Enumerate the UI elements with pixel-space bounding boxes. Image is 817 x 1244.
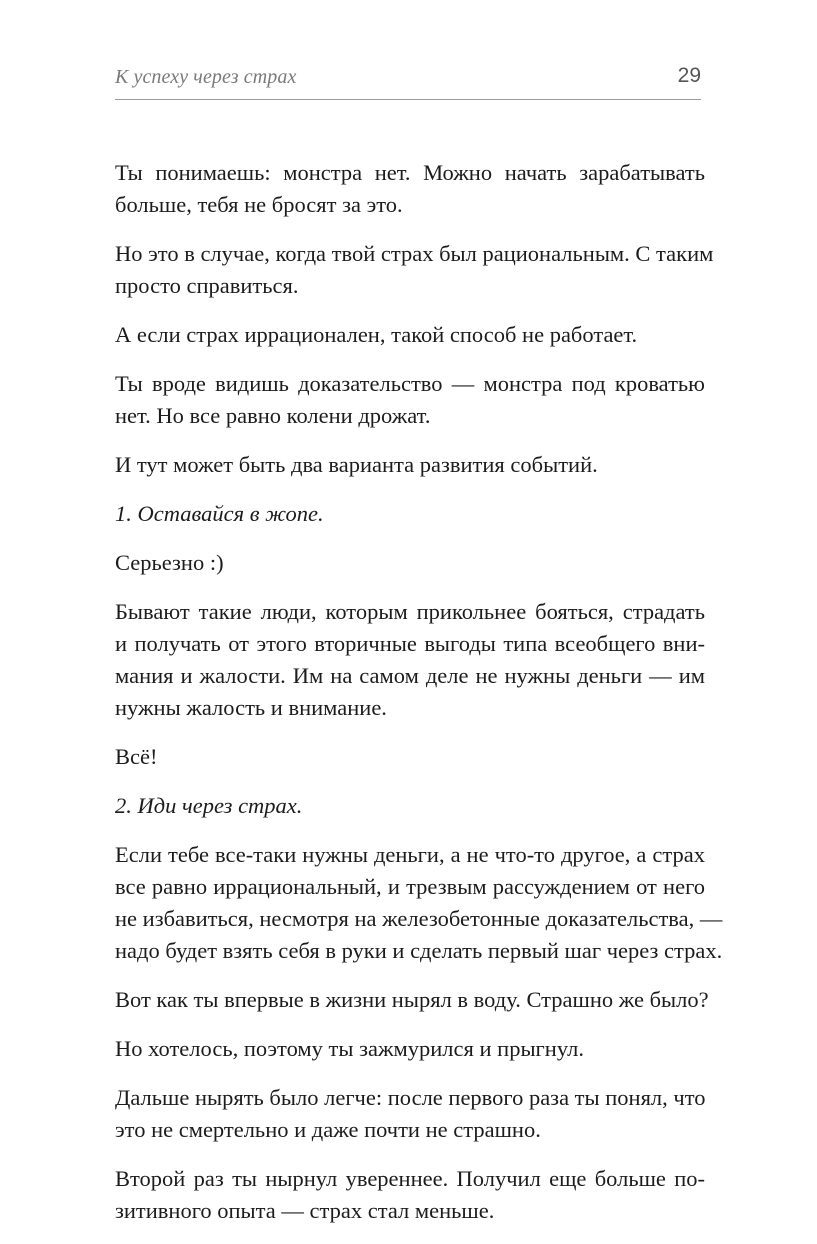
text-line: это не смертельно и даже почти не страшно. bbox=[115, 1117, 541, 1142]
text-line: А если страх иррационален, такой способ не работает. bbox=[115, 322, 638, 347]
paragraph bbox=[115, 449, 705, 481]
option-heading-2 bbox=[115, 790, 705, 822]
text-line: Вот как ты впервые в жизни нырял в воду. Страшно же было? bbox=[115, 987, 709, 1012]
paragraph bbox=[115, 596, 705, 724]
text-line: Ты вроде видишь доказательство — монстра под кроватью bbox=[115, 371, 705, 396]
paragraph bbox=[115, 1033, 705, 1065]
text-line: Бывают такие люди, которым прикольнее бояться, страдать bbox=[115, 599, 705, 624]
page-number: 29 bbox=[677, 64, 701, 87]
body-text bbox=[115, 157, 723, 1244]
text-line: 2. Иди через страх. bbox=[115, 793, 303, 818]
text-line: нужны жалость и внимание. bbox=[115, 695, 387, 720]
header-divider bbox=[115, 99, 701, 100]
option-heading-1 bbox=[115, 498, 705, 530]
text-line: Но это в случае, когда твой страх был рациональным. С таким bbox=[115, 241, 714, 266]
text-line: Дальше нырять было легче: после первого раза ты понял, что bbox=[115, 1085, 706, 1110]
text-line: Но хотелось, поэтому ты зажмурился и прыгнул. bbox=[115, 1036, 584, 1061]
text-line: больше, тебя не бросят за это. bbox=[115, 192, 403, 217]
paragraph bbox=[115, 839, 723, 967]
text-line: надо будет взять себя в руки и сделать первый шаг через страх. bbox=[115, 938, 723, 963]
paragraph bbox=[115, 547, 705, 579]
paragraph bbox=[115, 368, 705, 432]
paragraph bbox=[115, 741, 705, 773]
text-line: Серьезно :) bbox=[115, 550, 224, 575]
paragraph bbox=[115, 238, 714, 302]
text-line: Ты понимаешь: монстра нет. Можно начать зарабатывать bbox=[115, 160, 705, 185]
paragraph bbox=[115, 319, 705, 351]
paragraph bbox=[115, 1082, 705, 1146]
text-line: не избавиться, несмотря на железобетонные доказательства, — bbox=[115, 906, 723, 931]
text-line: просто справиться. bbox=[115, 273, 299, 298]
running-head bbox=[115, 62, 701, 98]
text-line: 1. Оставайся в жопе. bbox=[115, 501, 324, 526]
text-line: нет. Но все равно колени дрожат. bbox=[115, 403, 431, 428]
paragraph bbox=[115, 1163, 705, 1227]
text-line: мания и жалости. Им на самом деле не нужны деньги — им bbox=[115, 663, 705, 688]
text-line: И тут может быть два варианта развития событий. bbox=[115, 452, 598, 477]
paragraph bbox=[115, 984, 709, 1016]
text-line: все равно иррациональный, и трезвым рассуждением от него bbox=[115, 874, 705, 899]
text-line: зитивного опыта — страх стал меньше. bbox=[115, 1198, 495, 1223]
running-title: К успеху через страх bbox=[115, 66, 297, 88]
text-line: Всё! bbox=[115, 744, 158, 769]
paragraph bbox=[115, 157, 705, 221]
text-line: и получать от этого вторичные выгоды типа всеобщего вни- bbox=[115, 631, 705, 656]
text-line: Второй раз ты нырнул увереннее. Получил еще больше по- bbox=[115, 1166, 705, 1191]
text-line: Если тебе все-таки нужны деньги, а не что-то другое, а страх bbox=[115, 842, 705, 867]
